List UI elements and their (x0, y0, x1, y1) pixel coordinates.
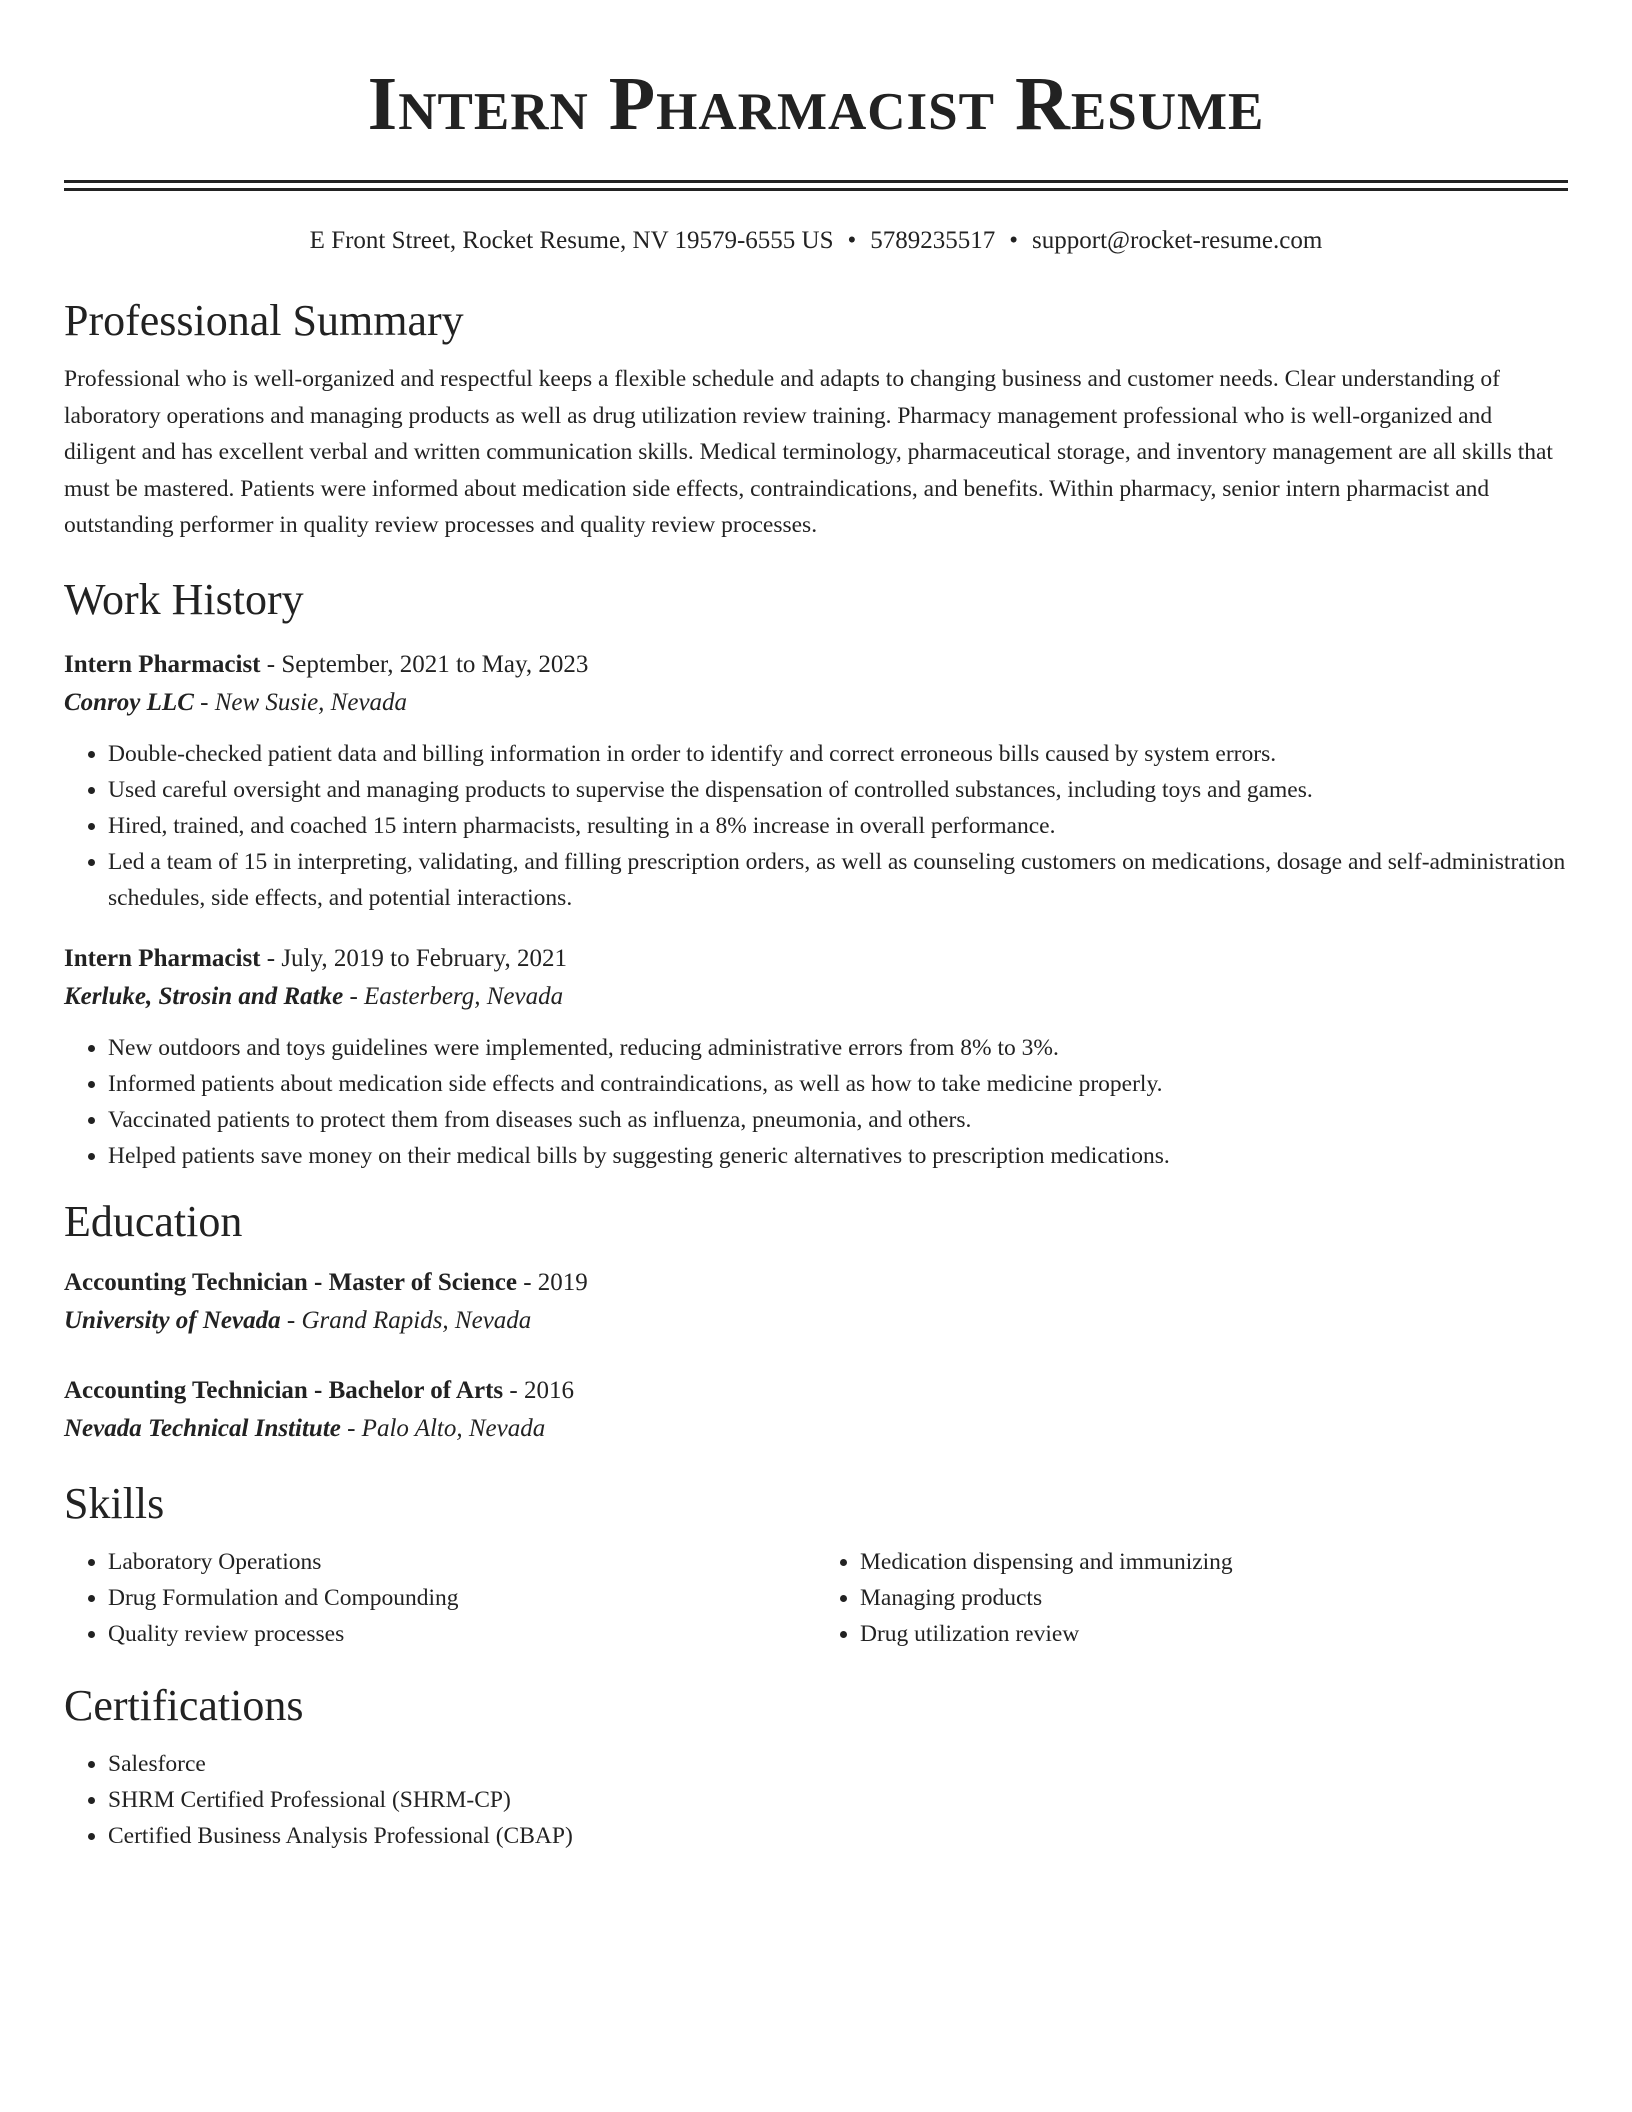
education-entry (64, 1264, 1568, 1340)
job-company: Conroy LLC (64, 688, 194, 716)
job-entry (64, 646, 1568, 916)
contact-separator: • (847, 227, 857, 254)
work-history-section (64, 572, 1568, 1174)
school: University of Nevada (64, 1306, 281, 1334)
skills-list-right (816, 1544, 1568, 1652)
job-bullets (64, 736, 1568, 916)
degree: Accounting Technician - Bachelor of Arts (64, 1376, 504, 1404)
contact-email[interactable]: support@rocket-resume.com (1032, 227, 1323, 254)
job-location: - New Susie, Nevada (193, 688, 408, 716)
job-bullet: • Vaccinated patients to protect them from diseases such as influenza, pneumonia, and others. (108, 1102, 1568, 1138)
job-company-line (64, 684, 1568, 722)
job-bullet: • Helped patients save money on their medical bills by suggesting generic alternatives to prescription medications. (108, 1138, 1568, 1174)
degree-year: - 2016 (503, 1376, 574, 1404)
certifications-heading: Certifications (64, 1680, 304, 1730)
contact-phone: 5789235517 (870, 227, 996, 254)
contact-line (64, 225, 1568, 257)
skills-list-left (64, 1544, 816, 1652)
job-dates: - September, 2021 to May, 2023 (260, 650, 589, 678)
certifications-section (64, 1678, 1568, 1854)
work-history-heading: Work History (64, 574, 304, 624)
job-bullet: • New outdoors and toys guidelines were implemented, reducing administrative errors from 8% to 3%. (108, 1030, 1568, 1066)
summary-text: Professional who is well-organized and respectful keeps a flexible schedule and adapts to changing business and customer needs. Clear understanding of laboratory operations and managing products as well as drug utilization review training. Pharmacy management professional who is well-organized and diligent and has excellent verbal and written communication skills. Medical terminology, pharmaceutical storage, and inventory management are all skills that must be mastered. Patients were informed about medication side effects, contraindications, and benefits. Within pharmacy, senior intern pharmacist and outstanding performer in quality review processes and quality review processes. (64, 366, 1553, 538)
job-bullet: • Hired, trained, and coached 15 intern pharmacists, resulting in a 8% increase in overall performance. (108, 808, 1568, 844)
job-title: Intern Pharmacist (64, 944, 261, 972)
job-entry (64, 940, 1568, 1174)
summary-section (64, 293, 1568, 544)
degree-year: - 2019 (516, 1268, 588, 1296)
school-line (64, 1302, 1568, 1340)
skill-item: • Medication dispensing and immunizing (860, 1544, 1568, 1580)
job-title: Intern Pharmacist (64, 650, 261, 678)
job-bullet: • Used careful oversight and managing products to supervise the dispensation of controlled substances, including toys and games. (108, 772, 1568, 808)
degree-line (64, 1264, 1568, 1302)
degree: Accounting Technician - Master of Science (64, 1268, 517, 1296)
education-section (64, 1194, 1568, 1448)
skill-item: • Drug utilization review (860, 1616, 1568, 1652)
school-location: - Palo Alto, Nevada (340, 1414, 546, 1442)
school-line (64, 1410, 1568, 1448)
education-entry (64, 1372, 1568, 1448)
certification-item: • Salesforce (108, 1746, 1568, 1782)
resume-title: Intern Pharmacist Resume (367, 62, 1265, 146)
job-title-line (64, 940, 1568, 978)
certifications-list (64, 1746, 1568, 1854)
contact-separator: • (1009, 227, 1019, 254)
certification-item: • SHRM Certified Professional (SHRM-CP) (108, 1782, 1568, 1818)
summary-heading: Professional Summary (64, 296, 464, 345)
certification-item: • Certified Business Analysis Professional (CBAP) (108, 1818, 1568, 1854)
skill-item: • Quality review processes (108, 1616, 816, 1652)
job-bullets (64, 1030, 1568, 1174)
title-double-rule (64, 180, 1568, 191)
skills-heading: Skills (64, 1478, 165, 1528)
degree-line (64, 1372, 1568, 1410)
skill-item: • Drug Formulation and Compounding (108, 1580, 816, 1616)
job-bullet: • Informed patients about medication side effects and contraindications, as well as how to take medicine properly. (108, 1066, 1568, 1102)
skills-columns (64, 1544, 1568, 1652)
job-bullet: • Led a team of 15 in interpreting, validating, and filling prescription orders, as well as counseling customers on medications, dosage and self-administration schedules, side effects, and potential interactions. (108, 844, 1568, 916)
education-heading: Education (64, 1196, 243, 1246)
contact-address: E Front Street, Rocket Resume, NV 19579-6555 US (309, 227, 834, 254)
job-company: Kerluke, Strosin and Ratke (64, 982, 344, 1010)
job-title-line (64, 646, 1568, 684)
skill-item: • Managing products (860, 1580, 1568, 1616)
skill-item: • Laboratory Operations (108, 1544, 816, 1580)
job-location: - Easterberg, Nevada (343, 982, 564, 1010)
school-location: - Grand Rapids, Nevada (280, 1306, 532, 1334)
job-bullet: • Double-checked patient data and billing information in order to identify and correct erroneous bills caused by system errors. (108, 736, 1568, 772)
skills-section (64, 1476, 1568, 1652)
job-dates: - July, 2019 to February, 2021 (260, 944, 567, 972)
school: Nevada Technical Institute (64, 1414, 341, 1442)
job-company-line (64, 978, 1568, 1016)
